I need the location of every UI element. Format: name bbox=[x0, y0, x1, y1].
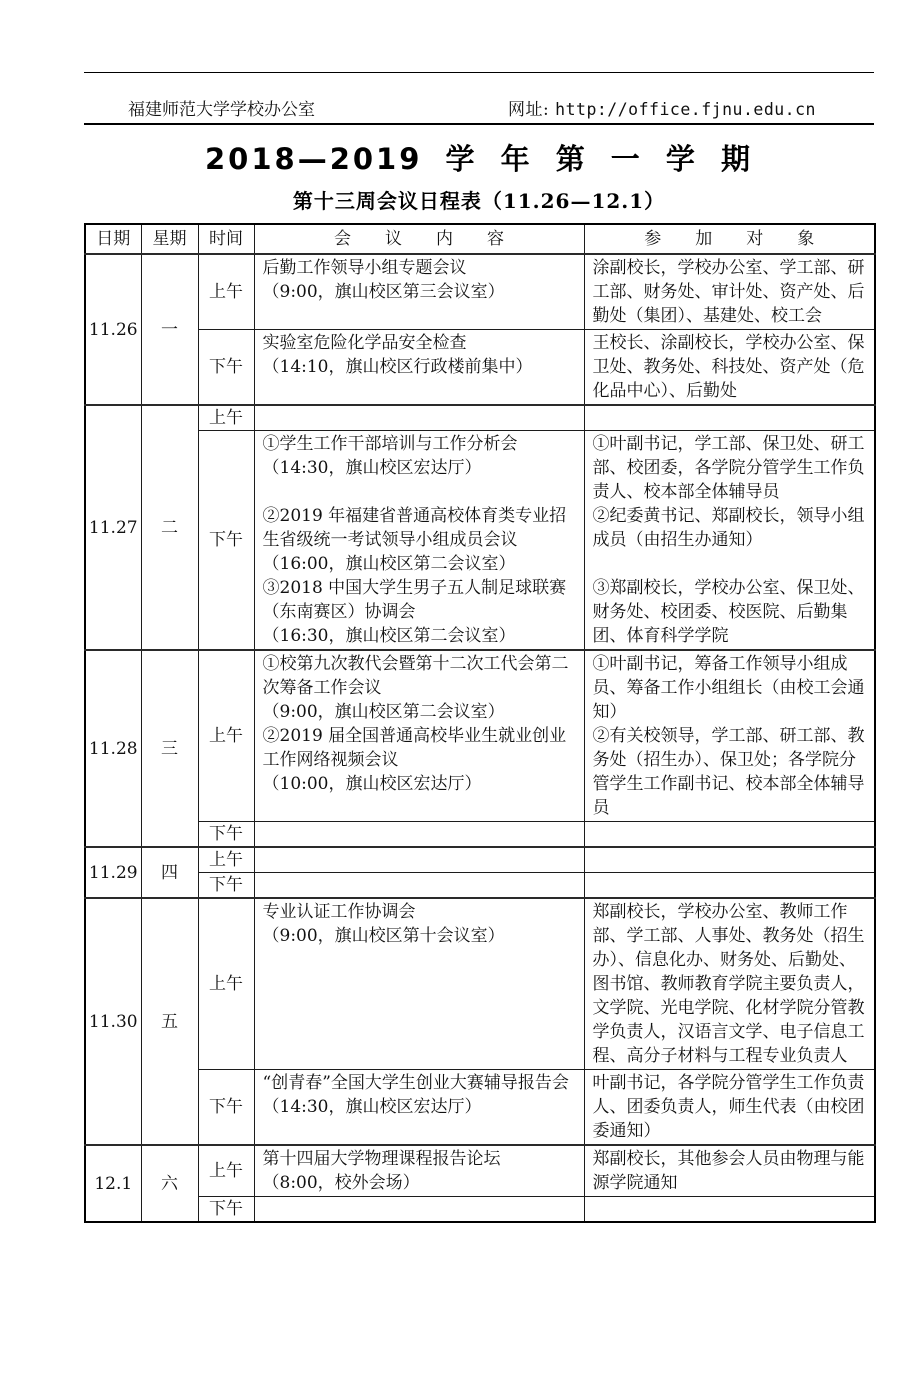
table-row bbox=[85, 431, 875, 651]
content-cell-line: （16:00，旗山校区第二会议室） bbox=[262, 554, 516, 574]
site-url-group bbox=[508, 95, 816, 120]
content-cell bbox=[254, 873, 584, 899]
weekday-cell: 六 bbox=[141, 1145, 198, 1222]
participants-cell bbox=[584, 898, 875, 1070]
content-cell-line: （9:00，旗山校区第二会议室） bbox=[262, 702, 505, 722]
content-cell-line: （14:10，旗山校区行政楼前集中） bbox=[262, 357, 533, 377]
content-cell-line: ①学生工作干部培训与工作分析会 bbox=[262, 434, 518, 454]
date-cell: 12.1 bbox=[85, 1145, 141, 1222]
time-cell: 上午 bbox=[198, 254, 254, 330]
participants-cell-line: 王校长、涂副校长，学校办公室、保卫处、教务处、科技处、资产处（危化品中心）、后勤处 bbox=[592, 333, 865, 401]
date-cell: 11.27 bbox=[85, 405, 141, 650]
date-cell: 11.28 bbox=[85, 650, 141, 847]
table-row bbox=[85, 405, 875, 431]
time-cell: 上午 bbox=[198, 898, 254, 1070]
page-subtitle: 第十三周会议日程表（11.26—12.1） bbox=[292, 189, 666, 213]
participants-cell bbox=[584, 405, 875, 431]
participants-cell bbox=[584, 1197, 875, 1223]
content-cell-line: ①校第九次教代会暨第十二次工代会第二次筹备工作会议 bbox=[262, 654, 569, 698]
content-cell bbox=[254, 1070, 584, 1146]
participants-cell bbox=[584, 330, 875, 406]
participants-cell bbox=[584, 431, 875, 651]
table-row bbox=[85, 254, 875, 330]
content-cell-line: ②2019 届全国普通高校毕业生就业创业工作网络视频会议 bbox=[262, 726, 567, 770]
col-header-participants: 参 加 对 象 bbox=[584, 224, 875, 254]
participants-cell-line bbox=[593, 552, 871, 576]
content-cell bbox=[254, 431, 584, 651]
content-cell-line bbox=[263, 480, 580, 504]
participants-cell-line: 涂副校长，学校办公室、学工部、研工部、财务处、审计处、资产处、后勤处（集团）、基建处、校工会 bbox=[592, 258, 865, 326]
page-header bbox=[84, 72, 874, 125]
content-cell-line: ②2019 年福建省普通高校体育类专业招生省级统一考试领导小组成员会议 bbox=[262, 506, 567, 550]
document-page bbox=[0, 72, 920, 1374]
content-cell bbox=[254, 405, 584, 431]
content-cell-line: 后勤工作领导小组专题会议 bbox=[262, 258, 467, 278]
time-cell: 下午 bbox=[198, 1070, 254, 1146]
participants-cell bbox=[584, 873, 875, 899]
table-header-row bbox=[85, 224, 875, 254]
content-cell-line: （9:00，旗山校区第十会议室） bbox=[262, 926, 505, 946]
page-title: 2018—2019 学 年 第 一 学 期 bbox=[204, 142, 753, 176]
table-row bbox=[85, 898, 875, 1070]
participants-cell-line: 郑副校长，学校办公室、教师工作部、学工部、人事处、教务处（招生办）、信息化办、财务处、后勤处、图书馆、教师教育学院主要负责人，文学院、光电学院、化材学院分管教学负责人，汉语言文学、电子信息工程、高分子材料与工程专业负责人 bbox=[592, 902, 865, 1066]
content-cell bbox=[254, 1145, 584, 1197]
participants-cell bbox=[584, 1145, 875, 1197]
time-cell: 上午 bbox=[198, 1145, 254, 1197]
time-cell: 下午 bbox=[198, 330, 254, 406]
weekday-cell: 五 bbox=[141, 898, 198, 1145]
content-cell bbox=[254, 1197, 584, 1223]
col-header-time: 时间 bbox=[198, 224, 254, 254]
document-content bbox=[84, 72, 874, 1223]
schedule-table bbox=[84, 223, 876, 1223]
col-header-date: 日期 bbox=[85, 224, 141, 254]
table-row bbox=[85, 1070, 875, 1146]
content-cell-line: （8:00，校外会场） bbox=[262, 1173, 420, 1193]
content-cell-line: 专业认证工作协调会 bbox=[262, 902, 416, 922]
content-cell-line: ③2018 中国大学生男子五人制足球联赛（东南赛区）协调会 bbox=[262, 578, 567, 622]
participants-cell bbox=[584, 254, 875, 330]
content-cell-line: （14:30，旗山校区宏达厅） bbox=[262, 1097, 482, 1117]
participants-cell-line: ①叶副书记，筹备工作领导小组成员、筹备工作小组组长（由校工会通知） bbox=[592, 654, 865, 722]
col-header-content: 会 议 内 容 bbox=[254, 224, 584, 254]
content-cell-line: “创青春”全国大学生创业大赛辅导报告会 bbox=[262, 1073, 569, 1093]
content-cell-line: （16:30，旗山校区第二会议室） bbox=[262, 626, 516, 646]
content-cell bbox=[254, 822, 584, 848]
content-cell bbox=[254, 254, 584, 330]
content-cell bbox=[254, 847, 584, 873]
participants-cell bbox=[584, 1070, 875, 1146]
time-cell: 上午 bbox=[198, 847, 254, 873]
time-cell: 下午 bbox=[198, 822, 254, 848]
participants-cell-line: 叶副书记，各学院分管学生工作负责人、团委负责人，师生代表（由校团委通知） bbox=[592, 1073, 865, 1141]
time-cell: 下午 bbox=[198, 431, 254, 651]
participants-cell-line: ②纪委黄书记、郑副校长，领导小组成员（由招生办通知） bbox=[592, 506, 865, 550]
schedule-table-body bbox=[85, 254, 875, 1222]
participants-cell-line: ①叶副书记，学工部、保卫处、研工部、校团委，各学院分管学生工作负责人、校本部全体辅导员 bbox=[592, 434, 865, 502]
table-row bbox=[85, 650, 875, 822]
table-row bbox=[85, 1145, 875, 1197]
participants-cell bbox=[584, 822, 875, 848]
site-url: http://office.fjnu.edu.cn bbox=[555, 100, 816, 119]
date-cell: 11.26 bbox=[85, 254, 141, 405]
time-cell: 下午 bbox=[198, 1197, 254, 1223]
office-name: 福建师范大学学校办公室 bbox=[128, 100, 315, 120]
date-cell: 11.30 bbox=[85, 898, 141, 1145]
participants-cell-line: ②有关校领导，学工部、研工部、教务处（招生办）、保卫处；各学院分管学生工作副书记、校本部全体辅导员 bbox=[592, 726, 865, 818]
content-cell-line: 第十四届大学物理课程报告论坛 bbox=[262, 1149, 501, 1169]
participants-cell bbox=[584, 847, 875, 873]
col-header-weekday: 星期 bbox=[141, 224, 198, 254]
participants-cell bbox=[584, 650, 875, 822]
table-row bbox=[85, 822, 875, 848]
content-cell bbox=[254, 898, 584, 1070]
content-cell bbox=[254, 650, 584, 822]
time-cell: 上午 bbox=[198, 650, 254, 822]
content-cell-line: （10:00，旗山校区宏达厅） bbox=[262, 774, 482, 794]
table-row bbox=[85, 1197, 875, 1223]
weekday-cell: 三 bbox=[141, 650, 198, 847]
time-cell: 上午 bbox=[198, 405, 254, 431]
time-cell: 下午 bbox=[198, 873, 254, 899]
content-cell-line: 实验室危险化学品安全检查 bbox=[262, 333, 467, 353]
content-cell-line: （14:30，旗山校区宏达厅） bbox=[262, 458, 482, 478]
url-label: 网址: bbox=[508, 100, 556, 120]
table-row bbox=[85, 873, 875, 899]
weekday-cell: 四 bbox=[141, 847, 198, 898]
content-cell bbox=[254, 330, 584, 406]
content-cell-line: （9:00，旗山校区第三会议室） bbox=[262, 282, 505, 302]
date-cell: 11.29 bbox=[85, 847, 141, 898]
table-row bbox=[85, 847, 875, 873]
table-row bbox=[85, 330, 875, 406]
participants-cell-line: 郑副校长，其他参会人员由物理与能源学院通知 bbox=[592, 1149, 865, 1193]
participants-cell-line: ③郑副校长，学校办公室、保卫处、财务处、校团委、校医院、后勤集团、体育科学学院 bbox=[592, 578, 865, 646]
weekday-cell: 一 bbox=[141, 254, 198, 405]
weekday-cell: 二 bbox=[141, 405, 198, 650]
